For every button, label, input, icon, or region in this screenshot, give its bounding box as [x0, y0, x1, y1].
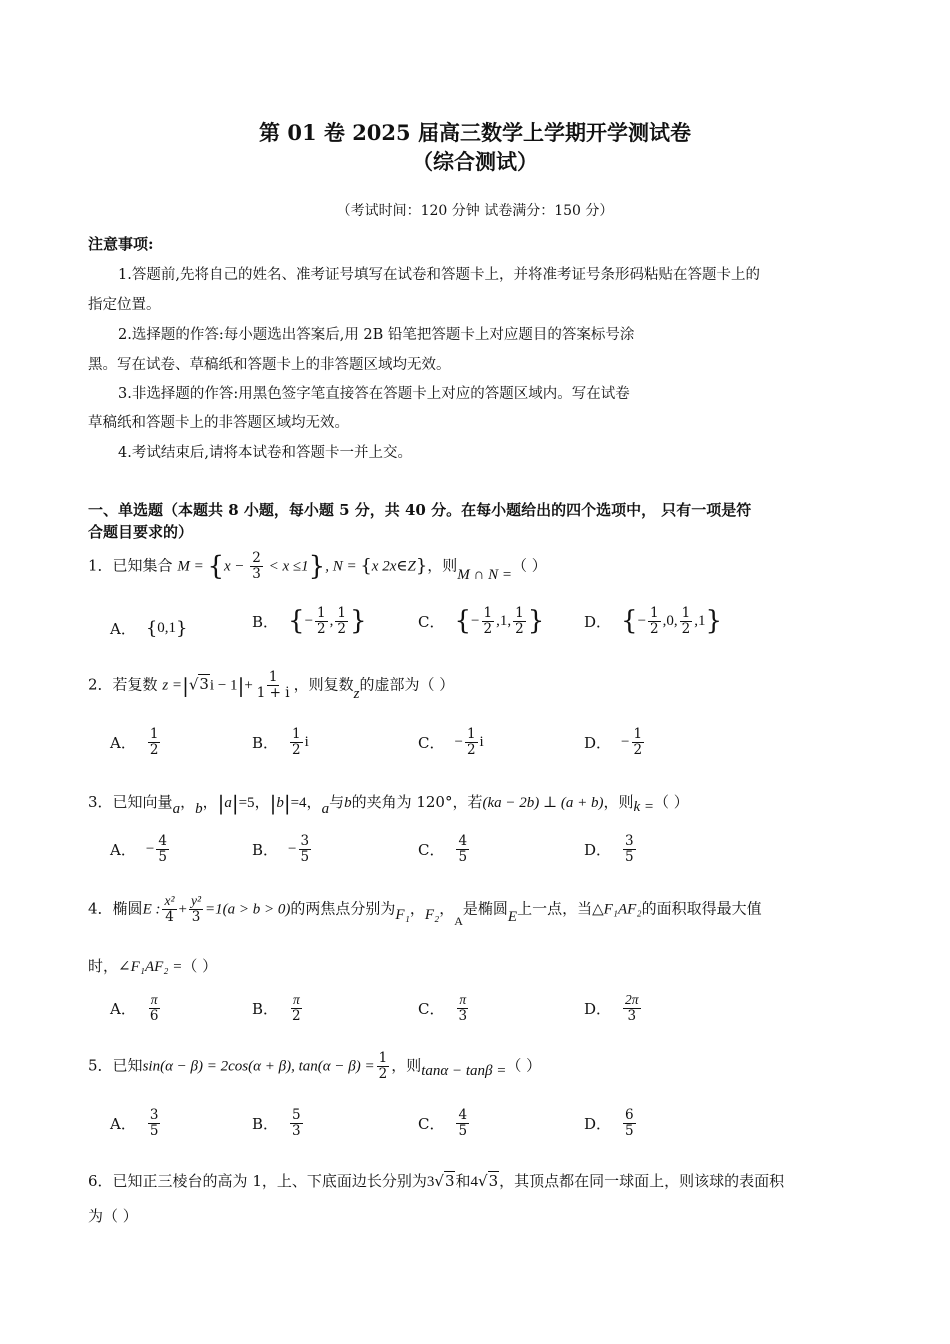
- q3-option-b[interactable]: B． − $\frac{3}{5}$: [252, 833, 310, 865]
- q1-brace-close: }: [308, 551, 326, 582]
- question-1: 1．已知集合 M = {x − $\frac{2}{3}$ < x ≤1}, N = {x 2x∈Z}，则M ∩ N =（ ）: [88, 550, 547, 584]
- q2-fraction: $\frac{1}{1 + i}$: [256, 669, 290, 701]
- q1-option-c[interactable]: C． { − $\frac{1}{2}$ ,1, $\frac{1}{2}$ }: [418, 605, 545, 637]
- notice-line-6: 草稿纸和答题卡上的非答题区域均无效。: [88, 415, 349, 431]
- notice-line-1: 1.答题前,先将自己的姓名、准考证号填写在试卷和答题卡上，并将准考证号条形码粘贴在答题卡上的: [118, 267, 760, 283]
- q1-expression: M ∩ N =: [457, 567, 512, 584]
- q4-option-b[interactable]: B． $\frac{\pi}{2}$: [252, 992, 301, 1024]
- question-3: 3．已知向量a，b，|a|=5，|b|=4，a与b的夹角为 120°，若(ka − 2b) ⊥ (a + b)，则k =（ ）: [88, 791, 689, 817]
- q2-option-a[interactable]: A． $\frac{1}{2}$: [110, 726, 159, 758]
- q1-option-a[interactable]: A． { 0,1 }: [110, 617, 188, 639]
- q1-prefix: 已知集合: [112, 556, 173, 575]
- notice-line-2: 指定位置。: [88, 297, 161, 313]
- q1-set-m-head: M =: [177, 558, 208, 575]
- question-4: 4．椭圆E : $\frac{\text{x²}}{4}$ + $\frac{\text{y²}}{3}$ =1(a > b > 0)的两焦点分别为F₁，F₂，$_A$是椭圆E上一点，当△F₁AF₂的面积取得最大值: [88, 893, 762, 929]
- q2-option-c[interactable]: C． − $\frac{1}{2}$ i: [418, 726, 484, 758]
- q1-option-d[interactable]: D． { − $\frac{1}{2}$ ,0, $\frac{1}{2}$ ,1 }: [584, 605, 723, 637]
- notice-line-7: 4.考试结束后,请将本试卷和答题卡一并上交。: [118, 445, 412, 461]
- notice-line-4: 黑。写在试卷、草稿纸和答题卡上的非答题区域均无效。: [88, 357, 451, 373]
- q2-option-b[interactable]: B． $\frac{1}{2}$ i: [252, 726, 309, 758]
- q4-option-a[interactable]: A． $\frac{\pi}{6}$: [110, 992, 159, 1024]
- question-5: 5．已知sin(α − β) = 2cos(α + β), tan(α − β) = $\frac{1}{2}$ ，则tanα − tanβ =（ ）: [88, 1050, 542, 1082]
- notice-line-3: 2.选择题的作答:每小题选出答案后,用 2B 铅笔把答题卡上对应题目的答案标号涂: [118, 327, 635, 343]
- q1-brace-open: {: [207, 551, 225, 582]
- q1-paren: （ ）: [512, 556, 547, 575]
- q1-set-n-body: x 2x∈Z: [371, 558, 416, 575]
- section1-heading-2: 合题目要求的）: [88, 523, 194, 541]
- q5-option-a[interactable]: A． $\frac{3}{5}$: [110, 1107, 159, 1139]
- q1-number: 1．: [88, 556, 113, 575]
- q3-option-c[interactable]: C． $\frac{4}{5}$: [418, 833, 468, 865]
- q1-mid: ，则: [427, 556, 458, 575]
- q1-option-b[interactable]: B． { − $\frac{1}{2}$ , $\frac{1}{2}$ }: [252, 605, 367, 637]
- question-6-line-2: 为（ ）: [88, 1207, 138, 1225]
- q3-option-a[interactable]: A． − $\frac{4}{5}$: [110, 833, 167, 865]
- notice-heading: 注意事项:: [88, 235, 154, 253]
- exam-info: （考试时间：120 分钟 试卷满分：150 分）: [336, 203, 614, 219]
- q1-set-m-body: x −: [224, 558, 249, 575]
- q5-option-c[interactable]: C． $\frac{4}{5}$: [418, 1107, 468, 1139]
- question-6: 6．已知正三棱台的高为 1，上、下底面边长分别为3√3和4√3，其顶点都在同一球面上，则该球的表面积: [88, 1172, 785, 1190]
- question-4-line-2: 时，∠F₁AF₂ =（ ）: [88, 957, 218, 975]
- q4-option-d[interactable]: D． $\frac{2\pi}{3}$: [584, 992, 639, 1024]
- q4-option-c[interactable]: C． $\frac{\pi}{3}$: [418, 992, 468, 1024]
- q1-fraction: $\frac{2}{3}$: [252, 550, 261, 582]
- section1-heading-1: 一、单选题（本题共 8 小题，每小题 5 分，共 40 分。在每小题给出的四个选项中， 只有一项是符: [88, 501, 752, 519]
- question-2: 2．若复数 z =|√3i − 1|+ $\frac{1}{1 + i}$ ，则复数z的虚部为（ ）: [88, 669, 455, 703]
- notice-line-5: 3.非选择题的作答:用黑色签字笔直接答在答题卡上对应的答题区域内。写在试卷: [118, 386, 630, 402]
- q1-set-n: , N =: [325, 558, 361, 575]
- exam-subtitle: （综合测试）: [412, 149, 538, 174]
- exam-title: 第 01 卷 2025 届高三数学上学期开学测试卷: [259, 120, 691, 145]
- q1-set-m-tail: < x ≤1: [264, 558, 309, 575]
- q5-option-d[interactable]: D． $\frac{6}{5}$: [584, 1107, 634, 1139]
- q5-option-b[interactable]: B． $\frac{5}{3}$: [252, 1107, 301, 1139]
- q2-option-d[interactable]: D． − $\frac{1}{2}$: [584, 726, 643, 758]
- q3-option-d[interactable]: D． $\frac{3}{5}$: [584, 833, 634, 865]
